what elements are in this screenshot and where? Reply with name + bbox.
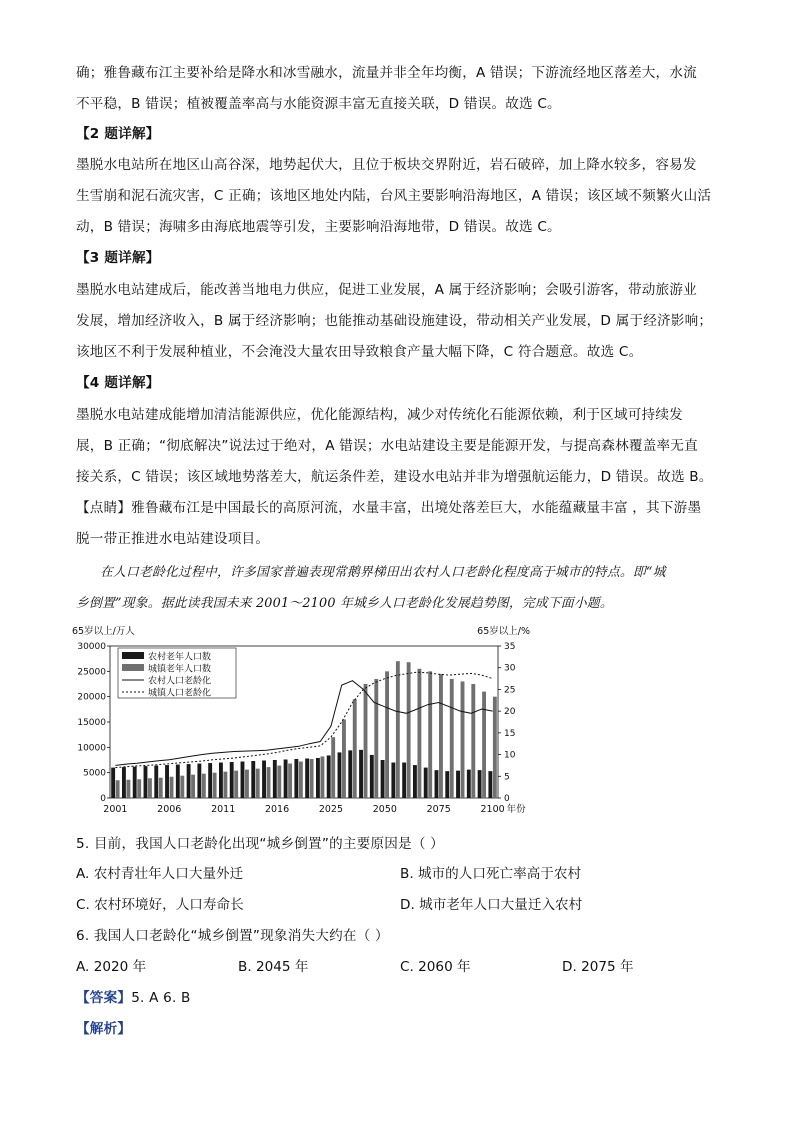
right-tick-label: 10	[504, 750, 516, 761]
right-tick-label: 35	[504, 642, 516, 652]
bar-rural-elderly	[111, 768, 115, 798]
bar-urban-elderly	[213, 773, 217, 798]
bar-urban-elderly	[137, 779, 141, 798]
bar-rural-elderly	[338, 752, 342, 798]
bar-urban-elderly	[148, 778, 152, 798]
legend-label: 城镇老年人口数	[148, 664, 212, 675]
x-tick-label: 2016	[264, 804, 290, 815]
question-6-stem: 6. 我国人口老龄化“城乡倒置”现象消失大约在（ ）	[76, 928, 389, 944]
paragraph-line: 生雪崩和泥石流灾害，C 正确；该地区地处内陆，台风主要影响沿海地区，A 错误；该区域不频繁火山活	[76, 188, 712, 204]
paragraph-line: 【点睛】雅鲁藏布江是中国最长的高原河流，水量丰富，出境处落差巨大，水能蕴藏量丰富 ，其下游墨	[76, 500, 702, 516]
bar-urban-elderly	[234, 771, 238, 798]
legend-swatch-urban-bar	[122, 664, 144, 671]
left-axis-title: 65岁以上/万人	[72, 626, 135, 637]
bar-rural-elderly	[273, 760, 277, 798]
bar-urban-elderly	[331, 737, 335, 798]
bar-rural-elderly	[445, 771, 449, 798]
paragraph-line: 发展，增加经济收入，B 属于经济影响；也能推动基础设施建设，带动相关产业发展，D 属于经济影响；	[76, 313, 713, 329]
q5-option-c[interactable]: C. 农村环境好，人口寿命长	[76, 897, 244, 913]
bar-urban-elderly	[482, 692, 486, 798]
q6-option-b[interactable]: B. 2045 年	[238, 959, 309, 975]
bar-urban-elderly	[320, 756, 324, 798]
bar-rural-elderly	[413, 765, 417, 798]
bar-urban-elderly	[202, 774, 206, 798]
bar-urban-elderly	[353, 699, 357, 798]
paragraph-line: 不平稳，B 错误；植被覆盖率高与水能资源丰富无直接关联，D 错误。故选 C。	[76, 96, 561, 112]
left-tick-label: 15000	[77, 718, 106, 728]
section-heading: 【3 题详解】	[76, 250, 160, 266]
legend-swatch-rural-bar	[122, 652, 144, 659]
paragraph-line: 动，B 错误；海啸多由海底地震等引发，主要影响沿海地带，D 错误。故选 C。	[76, 219, 561, 235]
bar-urban-elderly	[450, 679, 454, 798]
bar-urban-elderly	[223, 772, 227, 798]
left-tick-label: 0	[100, 794, 106, 804]
q6-option-d[interactable]: D. 2075 年	[562, 959, 634, 975]
bar-urban-elderly	[126, 780, 130, 798]
x-tick-label: 2100	[480, 804, 505, 815]
bar-urban-elderly	[191, 775, 195, 798]
bar-rural-elderly	[381, 760, 385, 798]
bar-rural-elderly	[187, 764, 191, 798]
bar-urban-elderly	[159, 778, 163, 798]
bar-urban-elderly	[256, 769, 260, 798]
q5-option-d[interactable]: D. 城市老年人口大量迁入农村	[400, 897, 583, 913]
bar-rural-elderly	[488, 771, 492, 798]
paragraph-line: 墨脱水电站建成能增加清洁能源供应，优化能源结构，减少对传统化石能源依赖，利于区域可持续发	[76, 407, 683, 423]
bar-rural-elderly	[456, 771, 460, 798]
bar-rural-elderly	[208, 763, 212, 798]
analysis-label: 【解析】	[76, 1021, 132, 1037]
bar-urban-elderly	[428, 671, 432, 798]
bar-rural-elderly	[370, 755, 374, 798]
right-tick-label: 25	[504, 685, 516, 696]
bar-rural-elderly	[251, 761, 255, 798]
bar-rural-elderly	[327, 755, 331, 798]
section-heading: 【4 题详解】	[76, 375, 160, 391]
x-tick-label: 2006	[157, 804, 182, 815]
legend-label: 农村人口老龄化	[148, 676, 212, 687]
left-tick-label: 30000	[77, 642, 106, 652]
bar-urban-elderly	[288, 764, 292, 798]
bar-urban-elderly	[374, 679, 378, 798]
right-tick-label: 0	[504, 794, 510, 804]
x-tick-label: 2025	[318, 804, 344, 815]
bar-rural-elderly	[241, 762, 245, 798]
right-tick-label: 30	[504, 663, 516, 674]
answer-label: 【答案】	[76, 990, 132, 1006]
bar-rural-elderly	[467, 770, 471, 798]
intro-line: 在人口老龄化过程中，许多国家普遍表现常鹅界梯田出农村人口老龄化程度高于城市的特点。即“城	[100, 565, 666, 580]
section-heading: 【2 题详解】	[76, 126, 160, 142]
bar-urban-elderly	[417, 669, 421, 798]
bar-urban-elderly	[245, 770, 249, 798]
bar-urban-elderly	[116, 780, 120, 798]
x-tick-label: 2001	[103, 804, 128, 815]
q5-option-a[interactable]: A. 农村青壮年人口大量外迁	[76, 866, 244, 882]
left-tick-label: 5000	[83, 768, 106, 779]
bar-rural-elderly	[424, 768, 428, 798]
bar-urban-elderly	[471, 684, 475, 798]
bar-urban-elderly	[396, 661, 400, 798]
paragraph-line: 墨脱水电站建成后，能改善当地电力供应，促进工业发展，A 属于经济影响；会吸引游客，带动旅游业	[76, 282, 697, 298]
bar-urban-elderly	[267, 767, 271, 798]
paragraph-line: 脱一带正推进水电站建设项目。	[76, 531, 270, 547]
answer-text: 5. A 6. B	[131, 990, 191, 1006]
bar-rural-elderly	[478, 770, 482, 798]
bar-rural-elderly	[435, 770, 439, 798]
question-5-stem: 5. 目前，我国人口老龄化出现“城乡倒置”的主要原因是（ ）	[76, 836, 444, 852]
bar-rural-elderly	[359, 750, 363, 798]
bar-urban-elderly	[407, 662, 411, 798]
bar-rural-elderly	[391, 763, 395, 798]
legend-label: 城镇人口老龄化	[148, 688, 212, 699]
bar-rural-elderly	[154, 766, 158, 798]
bar-rural-elderly	[219, 763, 223, 798]
bar-urban-elderly	[180, 776, 184, 798]
x-tick-label: 2075	[426, 804, 451, 815]
paragraph-line: 该地区不利于发展种植业，不会淹没大量农田导致粮食产量大幅下降，C 符合题意。故选 C。	[76, 344, 643, 360]
q5-option-b[interactable]: B. 城市的人口死亡率高于农村	[400, 866, 582, 882]
bar-urban-elderly	[461, 681, 465, 798]
bar-urban-elderly	[439, 674, 443, 798]
left-tick-label: 10000	[77, 743, 106, 754]
bar-rural-elderly	[402, 763, 406, 798]
x-axis-unit: 年份	[506, 804, 526, 815]
answer-row	[76, 988, 191, 1008]
q6-option-c[interactable]: C. 2060 年	[400, 959, 471, 975]
bar-rural-elderly	[305, 758, 309, 798]
bar-rural-elderly	[176, 765, 180, 798]
right-tick-label: 5	[504, 772, 510, 783]
paragraph-line: 确；雅鲁藏布江主要补给是降水和冰雪融水，流量并非全年均衡，A 错误；下游流经地区落差大，水流	[76, 65, 697, 81]
bar-rural-elderly	[144, 766, 148, 798]
right-axis-title: 65岁以上/%	[477, 626, 530, 637]
x-tick-label: 2011	[211, 804, 236, 815]
paragraph-line: 展，B 正确；“彻底解决”说法过于绝对，A 错误；水电站建设主要是能源开发，与提高森林覆盖率无直	[76, 438, 698, 454]
bar-rural-elderly	[230, 762, 234, 798]
paragraph-line: 墨脱水电站所在地区山高谷深，地势起伏大，且位于板块交界附近，岩石破碎，加上降水较多，容易发	[76, 157, 697, 173]
bar-urban-elderly	[385, 671, 389, 798]
bar-rural-elderly	[165, 765, 169, 798]
bar-urban-elderly	[299, 762, 303, 798]
right-tick-label: 20	[504, 707, 516, 718]
bar-rural-elderly	[316, 758, 320, 798]
aging-trend-chart	[70, 622, 530, 828]
bar-urban-elderly	[364, 684, 368, 798]
x-tick-label: 2050	[372, 804, 397, 815]
bar-urban-elderly	[493, 697, 497, 798]
bar-urban-elderly	[277, 766, 281, 798]
bar-urban-elderly	[310, 759, 314, 798]
bar-rural-elderly	[294, 759, 298, 798]
left-tick-label: 25000	[77, 667, 106, 678]
legend-label: 农村老年人口数	[148, 652, 212, 663]
q6-option-a[interactable]: A. 2020 年	[76, 959, 147, 975]
bar-rural-elderly	[284, 759, 288, 798]
bar-urban-elderly	[170, 777, 174, 798]
bar-rural-elderly	[122, 767, 126, 798]
bar-urban-elderly	[342, 719, 346, 798]
right-tick-label: 15	[504, 728, 516, 739]
paragraph-line: 接关系，C 错误；该区域地势落差大，航运条件差，建设水电站并非为增强航运能力，D 错误。故选 B。	[76, 469, 713, 485]
bar-rural-elderly	[348, 750, 352, 798]
intro-line: 乡倒置”现象。据此读我国未来 2001～2100 年城乡人口老龄化发展趋势图，完成下面小题。	[76, 596, 613, 611]
bar-rural-elderly	[197, 764, 201, 798]
left-tick-label: 20000	[77, 692, 106, 703]
bar-rural-elderly	[133, 767, 137, 798]
bar-rural-elderly	[262, 761, 266, 798]
